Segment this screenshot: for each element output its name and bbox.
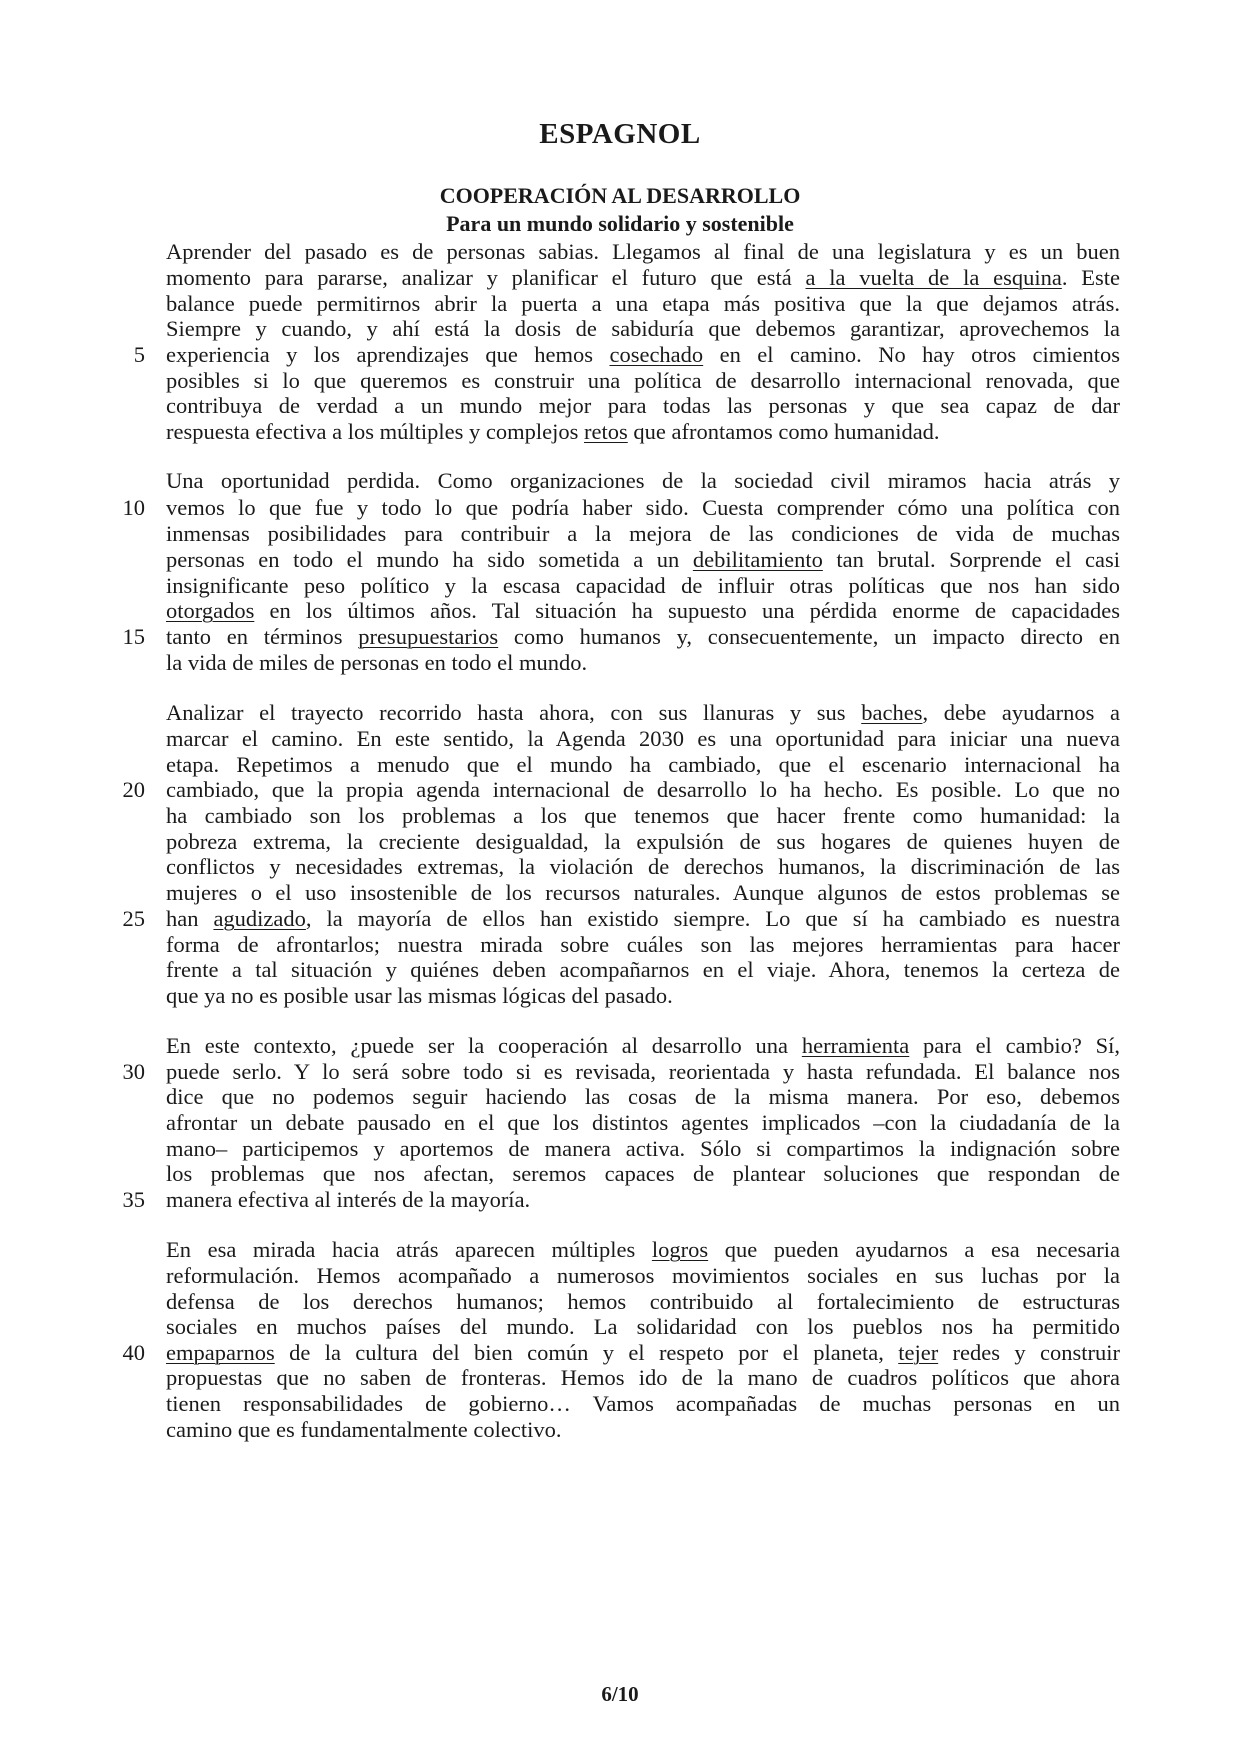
line-number: 15 bbox=[122, 624, 145, 649]
text-line: experiencia y los aprendizajes que hemos cosechado en el camino. No hay otros cimientos bbox=[166, 342, 1121, 367]
document-title: COOPERACIÓN AL DESARROLLO bbox=[439, 183, 801, 208]
underlined-term: logros bbox=[651, 1237, 709, 1262]
text-line: que ya no es posible usar las mismas lógicas del pasado. bbox=[166, 983, 673, 1008]
text-line: reformulación. Hemos acompañado a numerosos movimientos sociales en sus luchas por la bbox=[166, 1263, 1120, 1288]
text-line: etapa. Repetimos a menudo que el mundo ha cambiado, que el escenario internacional ha bbox=[166, 752, 1120, 777]
line-number: 40 bbox=[122, 1340, 145, 1365]
text-line: posibles si lo que queremos es construir una política de desarrollo internacional renovada, que bbox=[166, 368, 1120, 393]
underlined-term: tejer bbox=[898, 1340, 939, 1365]
text-line: inmensas posibilidades para contribuir a la mejora de las condiciones de vida de muchas bbox=[166, 521, 1120, 546]
underlined-term: presupuestarios bbox=[358, 624, 499, 649]
text-line: personas en todo el mundo ha sido sometida a un debilitamiento tan brutal. Sorprende el casi bbox=[166, 547, 1120, 572]
text-line: defensa de los derechos humanos; hemos contribuido al fortalecimiento de estructuras bbox=[166, 1289, 1120, 1314]
text-line: los problemas que nos afectan, seremos capaces de plantear soluciones que respondan de bbox=[166, 1161, 1120, 1186]
text-line: balance puede permitirnos abrir la puerta a una etapa más positiva que la que dejamos atrás. bbox=[166, 291, 1120, 316]
text-line: cambiado, que la propia agenda internacional de desarrollo lo ha hecho. Es posible. Lo que no bbox=[166, 777, 1120, 802]
underlined-term: cosechado bbox=[609, 342, 704, 367]
underlined-term: empaparnos bbox=[166, 1340, 275, 1365]
line-number: 5 bbox=[133, 342, 145, 367]
text-line: Aprender del pasado es de personas sabias. Llegamos al final de una legislatura y es un buen bbox=[166, 239, 1120, 264]
text-line: Siempre y cuando, y ahí está la dosis de sabiduría que debemos garantizar, aprovechemos la bbox=[166, 316, 1120, 341]
text-line: mujeres o el uso insostenible de los recursos naturales. Aunque algunos de estos problemas se bbox=[166, 880, 1120, 905]
document-subject: ESPAGNOL bbox=[539, 118, 701, 150]
text-line: respuesta efectiva a los múltiples y complejos retos que afrontamos como humanidad. bbox=[166, 419, 940, 444]
line-number: 30 bbox=[122, 1059, 145, 1084]
text-line: puede serlo. Y lo será sobre todo si es revisada, reorientada y hasta refundada. El balance nos bbox=[166, 1059, 1120, 1084]
text-line: ha cambiado son los problemas a los que tenemos que hacer frente como humanidad: la bbox=[166, 803, 1120, 828]
text-line: marcar el camino. En este sentido, la Agenda 2030 es una oportunidad para iniciar una nueva bbox=[166, 726, 1120, 751]
text-line: tanto en términos presupuestarios como humanos y, consecuentemente, un impacto directo en bbox=[166, 624, 1120, 649]
text-line: han agudizado, la mayoría de ellos han existido siempre. Lo que sí ha cambiado es nuestra bbox=[166, 906, 1120, 931]
text-line: frente a tal situación y quiénes deben acompañarnos en el viaje. Ahora, tenemos la certeza de bbox=[166, 957, 1120, 982]
text-line: afrontar un debate pausado en el que los distintos agentes implicados –con la ciudadanía de la bbox=[166, 1110, 1120, 1135]
text-line: manera efectiva al interés de la mayoría. bbox=[166, 1187, 531, 1212]
text-line: Analizar el trayecto recorrido hasta ahora, con sus llanuras y sus baches, debe ayudarnos a bbox=[166, 700, 1121, 725]
line-number: 35 bbox=[122, 1187, 145, 1212]
document-subtitle: Para un mundo solidario y sostenible bbox=[446, 211, 794, 236]
text-line: empaparnos de la cultura del bien común y el respeto por el planeta, tejer redes y construir bbox=[166, 1340, 1121, 1365]
text-line: Una oportunidad perdida. Como organizaciones de la sociedad civil miramos hacia atrás y bbox=[166, 468, 1120, 493]
text-line: mano– participemos y aportemos de manera activa. Sólo si compartimos la indignación sobre bbox=[166, 1136, 1120, 1161]
underlined-term: herramienta bbox=[801, 1033, 910, 1058]
text-line: forma de afrontarlos; nuestra mirada sobre cuáles son las mejores herramientas para hacer bbox=[166, 932, 1120, 957]
underlined-term: debilitamiento bbox=[692, 547, 823, 572]
text-line: sociales en muchos países del mundo. La solidaridad con los pueblos nos ha permitido bbox=[166, 1314, 1120, 1339]
underlined-term: baches bbox=[861, 700, 923, 725]
line-number: 20 bbox=[122, 777, 145, 802]
text-line: la vida de miles de personas en todo el mundo. bbox=[166, 650, 588, 675]
text-line: otorgados en los últimos años. Tal situación ha supuesto una pérdida enorme de capacidades bbox=[166, 598, 1120, 623]
page-number: 6/10 bbox=[601, 1682, 639, 1706]
text-line: camino que es fundamentalmente colectivo. bbox=[166, 1417, 562, 1442]
underlined-term: otorgados bbox=[166, 598, 255, 623]
text-line: dice que no podemos seguir haciendo las cosas de la misma manera. Por eso, debemos bbox=[166, 1084, 1120, 1109]
line-number: 10 bbox=[122, 495, 145, 520]
text-line: En esa mirada hacia atrás aparecen múltiples logros que pueden ayudarnos a esa necesaria bbox=[166, 1237, 1120, 1262]
line-number: 25 bbox=[122, 906, 145, 931]
text-line: vemos lo que fue y todo lo que podría haber sido. Cuesta comprender cómo una política con bbox=[166, 495, 1120, 520]
text-line: tienen responsabilidades de gobierno… Vamos acompañadas de muchas personas en un bbox=[166, 1391, 1120, 1416]
text-line: En este contexto, ¿puede ser la cooperación al desarrollo una herramienta para el cambio? Sí, bbox=[166, 1033, 1120, 1058]
text-line: conflictos y necesidades extremas, la violación de derechos humanos, la discriminación de las bbox=[166, 854, 1120, 879]
underlined-term: retos bbox=[584, 419, 628, 444]
text-line: pobreza extrema, la creciente desigualdad, la expulsión de sus hogares de quienes huyen de bbox=[166, 829, 1120, 854]
underlined-term: agudizado bbox=[213, 906, 306, 931]
text-line: contribuya de verdad a un mundo mejor para todas las personas y que sea capaz de dar bbox=[166, 393, 1120, 418]
text-line: momento para pararse, analizar y planificar el futuro que está a la vuelta de la esquina. Este bbox=[166, 265, 1120, 290]
text-line: insignificante peso político y la escasa capacidad de influir otras políticas que nos han sido bbox=[166, 573, 1120, 598]
underlined-term: a la vuelta de la esquina bbox=[805, 265, 1062, 290]
text-line: propuestas que no saben de fronteras. Hemos ido de la mano de cuadros políticos que ahora bbox=[166, 1365, 1120, 1390]
